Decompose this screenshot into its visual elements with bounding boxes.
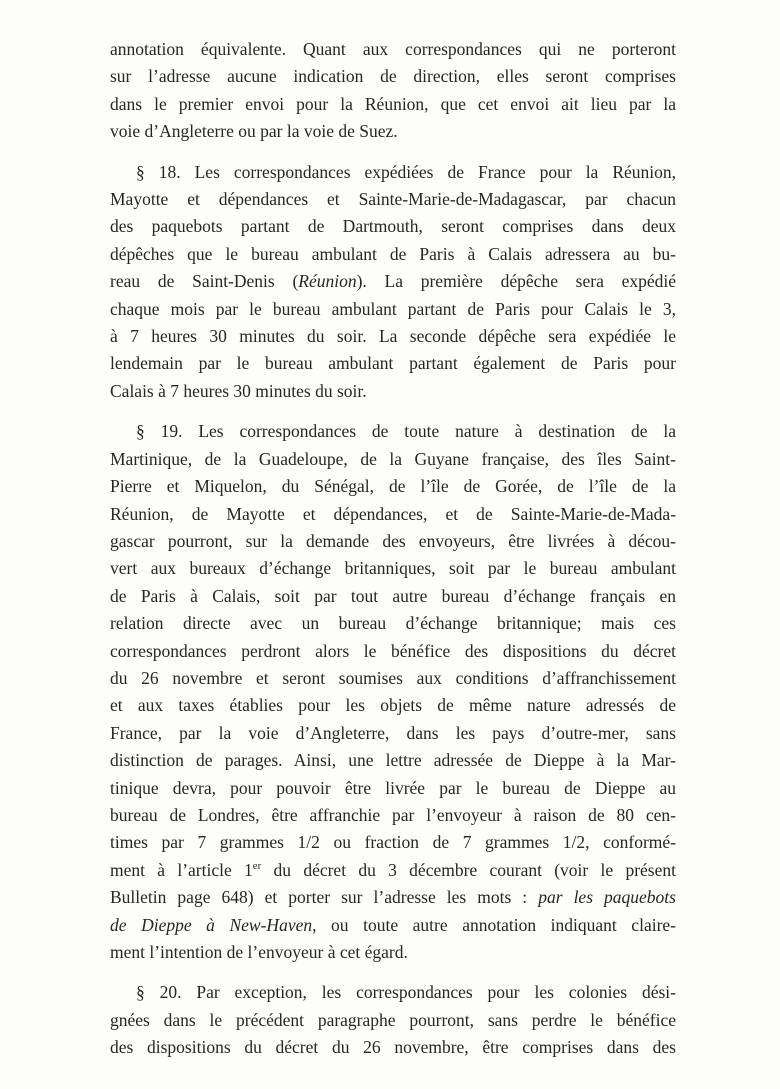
text-segment: reau de Saint-Denis ( (110, 271, 299, 292)
text-line (110, 979, 676, 1006)
text-line (110, 775, 676, 802)
text-line (110, 555, 676, 582)
text-line (110, 213, 676, 240)
text-segment: des dispositions du décret du 26 novembre, être comprises dans des (110, 1037, 676, 1058)
text-line (110, 241, 676, 268)
text-line (110, 720, 676, 747)
text-segment: des paquebots partant de Dartmouth, seront comprises dans deux (110, 216, 676, 237)
text-line (110, 583, 676, 610)
text-line (110, 857, 676, 884)
text-line (110, 692, 676, 719)
text-segment: à 7 heures 30 minutes du soir. La seconde dépêche sera expédiée le (110, 326, 676, 347)
text-line (110, 378, 676, 405)
text-line (110, 63, 676, 90)
text-line (110, 829, 676, 856)
text-line (110, 665, 676, 692)
text-segment: tinique devra, pour pouvoir être livrée par le bureau de Dieppe au (110, 777, 676, 798)
text-segment: de Paris à Calais, soit par tout autre bureau d’échange français en (110, 585, 676, 606)
text-line (110, 473, 676, 500)
text-line (110, 802, 676, 829)
text-segment: distinction de parages. Ainsi, une lettre adressée de Dieppe à la Mar- (110, 750, 676, 771)
text-line (110, 268, 676, 295)
text-line (110, 350, 676, 377)
superscript-text-segment: er (252, 859, 262, 872)
text-segment: Calais à 7 heures 30 minutes du soir. (110, 380, 367, 401)
text-line (110, 884, 676, 911)
italic-text-segment: Réunion (298, 271, 357, 292)
text-line (110, 296, 676, 323)
text-segment: lendemain par le bureau ambulant partant également de Paris pour (110, 353, 676, 374)
text-line (110, 118, 676, 145)
text-line (110, 912, 676, 939)
italic-text-segment: par les paquebots (538, 887, 676, 908)
para-section-18 (110, 159, 676, 406)
text-segment: ). La première dépêche sera expédié (356, 271, 676, 292)
text-segment: relation directe avec un bureau d’échange britannique; mais ces (110, 613, 676, 634)
text-segment: § 20. Par exception, les correspondances pour les colonies dési- (136, 982, 676, 1003)
para-continuation (110, 36, 676, 146)
text-segment: § 18. Les correspondances expédiées de France pour la Réunion, (136, 161, 676, 182)
text-segment: times par 7 grammes 1/2 ou fraction de 7 grammes 1/2, conformé- (110, 832, 676, 853)
para-section-20 (110, 979, 676, 1061)
text-segment: Réunion, de Mayotte et dépendances, et de Sainte-Marie-de-Mada- (110, 503, 676, 524)
text-line (110, 528, 676, 555)
text-line (110, 747, 676, 774)
italic-text-segment: de Dieppe à New-Haven (110, 914, 313, 935)
text-line (110, 186, 676, 213)
para-section-19 (110, 418, 676, 966)
text-line (110, 610, 676, 637)
text-line (110, 36, 676, 63)
text-line (110, 1034, 676, 1061)
text-segment: ment l’intention de l’envoyeur à cet égard. (110, 942, 408, 962)
text-line (110, 418, 676, 445)
text-segment: voie d’Angleterre ou par la voie de Suez. (110, 121, 398, 142)
text-segment: gnées dans le précédent paragraphe pourront, sans perdre le bénéfice (110, 1009, 676, 1030)
text-segment: vert aux bureaux d’échange britanniques, soit par le bureau ambulant (110, 558, 676, 579)
text-line (110, 638, 676, 665)
text-line (110, 501, 676, 528)
text-segment: , ou toute autre annotation indiquant claire- (312, 914, 676, 935)
text-line (110, 939, 676, 966)
text-line (110, 159, 676, 186)
text-segment: gascar pourront, sur la demande des envoyeurs, être livrées à décou- (110, 530, 676, 551)
text-segment: bureau de Londres, être affranchie par l’envoyeur à raison de 80 cen- (110, 804, 676, 825)
text-segment: chaque mois par le bureau ambulant partant de Paris pour Calais le 3, (110, 298, 676, 319)
text-segment: France, par la voie d’Angleterre, dans les pays d’outre-mer, sans (110, 722, 676, 743)
text-segment: annotation équivalente. Quant aux correspondances qui ne porteront (110, 39, 676, 59)
text-segment: dans le premier envoi pour la Réunion, que cet envoi ait lieu par la (110, 93, 676, 114)
page-text-block (110, 36, 676, 1062)
text-line (110, 323, 676, 350)
text-line (110, 91, 676, 118)
text-segment: correspondances perdront alors le bénéfice des dispositions du décret (110, 640, 676, 661)
text-segment: du décret du 3 décembre courant (voir le présent (261, 859, 676, 880)
text-segment: dépêches que le bureau ambulant de Paris à Calais adressera au bu- (110, 243, 676, 264)
text-segment: Bulletin page 648) et porter sur l’adresse les mots : (110, 887, 539, 908)
text-segment: et aux taxes établies pour les objets de même nature adressés de (110, 695, 676, 716)
text-segment: Pierre et Miquelon, du Sénégal, de l’île de Gorée, de l’île de la (110, 476, 676, 497)
text-segment: sur l’adresse aucune indication de direction, elles seront comprises (110, 66, 676, 87)
text-segment: § 19. Les correspondances de toute nature à destination de la (136, 421, 676, 442)
text-segment: ment à l’article 1 (110, 859, 253, 880)
text-segment: du 26 novembre et seront soumises aux conditions d’affranchissement (110, 667, 676, 688)
text-segment: Martinique, de la Guadeloupe, de la Guyane française, des îles Saint- (110, 448, 676, 469)
text-line (110, 1007, 676, 1034)
text-line (110, 446, 676, 473)
text-segment: Mayotte et dépendances et Sainte-Marie-de-Madagascar, par chacun (110, 189, 676, 210)
